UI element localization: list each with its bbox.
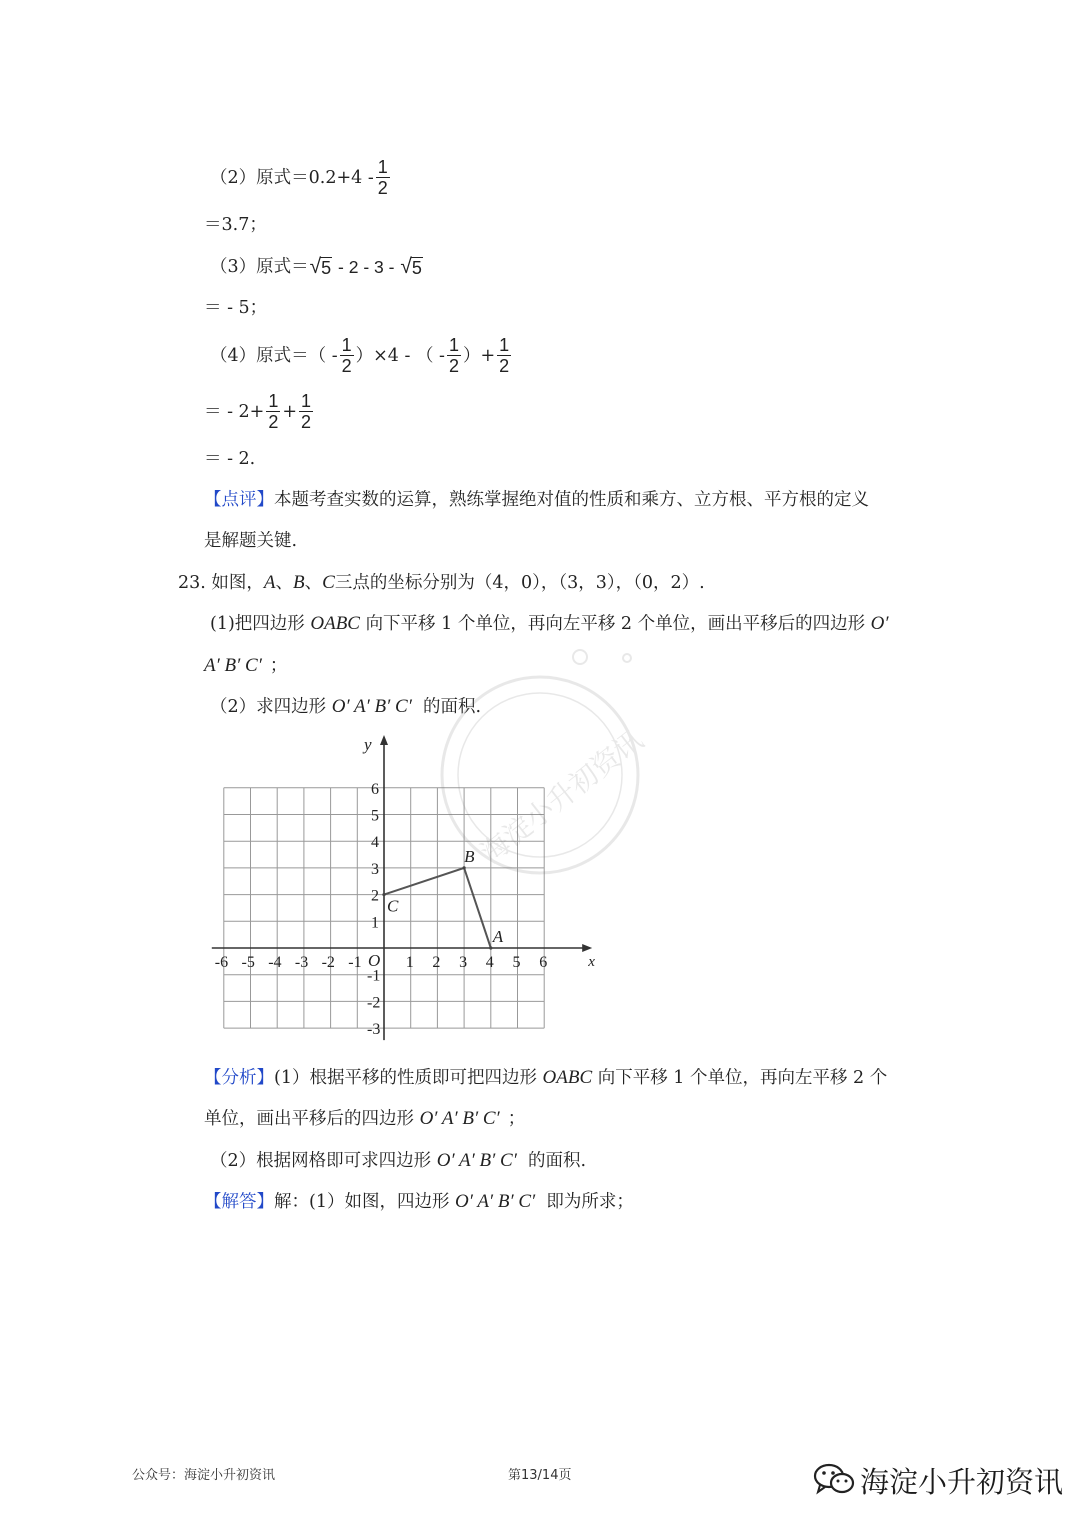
x-axis-label: x (588, 954, 595, 970)
x-tick-label: 6 (539, 954, 548, 971)
y-tick-label: 5 (371, 807, 379, 825)
footer-brand: 海淀小升初资讯 (860, 1465, 1064, 1499)
y-tick-label: -1 (367, 967, 381, 985)
y-tick-label: -2 (367, 994, 381, 1012)
solution-part4-result: ＝ - 2. (204, 449, 256, 469)
x-tick-label: 3 (459, 954, 468, 971)
y-tick-label: 2 (371, 887, 379, 905)
point-label-C: C (387, 896, 399, 916)
x-tick-label: -4 (268, 954, 282, 971)
x-axis-arrow (582, 944, 592, 952)
comment-tag: 【点评】 (204, 490, 274, 510)
x-tick-label: 4 (485, 954, 494, 971)
origin-label: O (368, 951, 381, 970)
footer-account: 公众号：海淀小升初资讯 (132, 1468, 276, 1483)
analysis-tag: 【分析】 (204, 1068, 274, 1088)
point-label-A: A (492, 927, 504, 946)
question-23-part2: （2）求四边形 O′ A′ B′ C′ 的面积. (210, 696, 482, 717)
x-tick-label: -2 (321, 954, 335, 971)
fraction-half: $\frac{1}{2}$ (268, 391, 279, 432)
solution-part2-line (210, 158, 392, 197)
y-tick-label: 3 (371, 860, 379, 878)
fraction-half: $\frac{1}{2}$ (341, 335, 352, 376)
x-tick-label: -6 (214, 954, 229, 971)
wechat-icon (812, 1462, 858, 1496)
question-23-stem: 23. 如图， A 、 B 、 C 三点的坐标分别为（4，0），（3，3），（0，2）. (178, 572, 705, 593)
solution-part4-line: （4）原式＝（ - $\frac{1}{2}$ ）×4 - （ - $\frac{1}{2}$ ）+ $\frac{1}{2}$ (210, 335, 510, 376)
solution-part3-result: ＝ - 5； (204, 298, 268, 318)
analysis-line-1: 【分析】 (1）根据平移的性质即可把四边形 OABC 向下平移 1 个单位，再向左平移 2 个 (204, 1067, 888, 1088)
y-axis-arrow (380, 735, 388, 745)
footer-page-number: 第13/14页 (508, 1468, 572, 1483)
part2-expression: （2）原式＝0.2+4 - (210, 167, 374, 188)
point-label-B: B (464, 846, 475, 866)
analysis-line-3: （2）根据网格即可求四边形 O′ A′ B′ C′ 的面积. (210, 1150, 587, 1171)
x-tick-label: 2 (432, 954, 441, 971)
watermark-seal-text: 海淀小升初资讯 (474, 723, 650, 870)
sqrt-five: √ 5 (400, 255, 422, 278)
y-tick-label: -3 (367, 1021, 381, 1039)
comment-line-2: 是解题关键. (204, 531, 298, 551)
question-23-part1: (1)把四边形 OABC 向下平移 1 个单位，再向左平移 2 个单位，画出平移后的四边形 O′ (210, 613, 889, 634)
point-A (489, 946, 492, 949)
fraction-half: $\frac{1}{2}$ (377, 157, 388, 198)
x-tick-label: -5 (241, 954, 255, 971)
solution-part3-line: （3）原式＝ √ 5 - 2 - 3 - √ 5 (210, 255, 422, 278)
solution-part2-result: ＝3.7； (204, 215, 267, 235)
comment-line-1: 【点评】 本题考查实数的运算，熟练掌握绝对值的性质和乘方、立方根、平方根的定义 (204, 490, 869, 510)
fraction-half: $\frac{1}{2}$ (448, 335, 459, 376)
question-number: 23. (178, 573, 206, 593)
y-tick-label: 1 (371, 914, 379, 932)
answer-tag: 【解答】 (204, 1192, 274, 1212)
fraction-half: $\frac{1}{2}$ (499, 335, 510, 376)
x-tick-label: 1 (405, 954, 414, 971)
x-tick-label: -1 (348, 954, 362, 971)
x-tick-label: 5 (512, 954, 521, 971)
watermark-seal (420, 645, 660, 885)
question-23-part1-cont: A′ B′ C′ ； (204, 655, 288, 676)
answer-line: 【解答】 解：(1）如图，四边形 O′ A′ B′ C′ 即为所求； (204, 1191, 634, 1212)
analysis-line-2: 单位，画出平移后的四边形 O′ A′ B′ C′ ； (204, 1108, 526, 1129)
fraction-half: $\frac{1}{2}$ (301, 391, 312, 432)
sqrt-five: √ 5 (309, 255, 332, 278)
y-tick-label: 4 (371, 834, 379, 852)
point-C (382, 893, 385, 896)
y-axis-label: y (364, 735, 372, 754)
solution-part4-step: ＝ - 2+ $\frac{1}{2}$ + $\frac{1}{2}$ (204, 391, 312, 432)
y-tick-label: 6 (371, 780, 379, 798)
x-tick-label: -3 (294, 954, 309, 971)
